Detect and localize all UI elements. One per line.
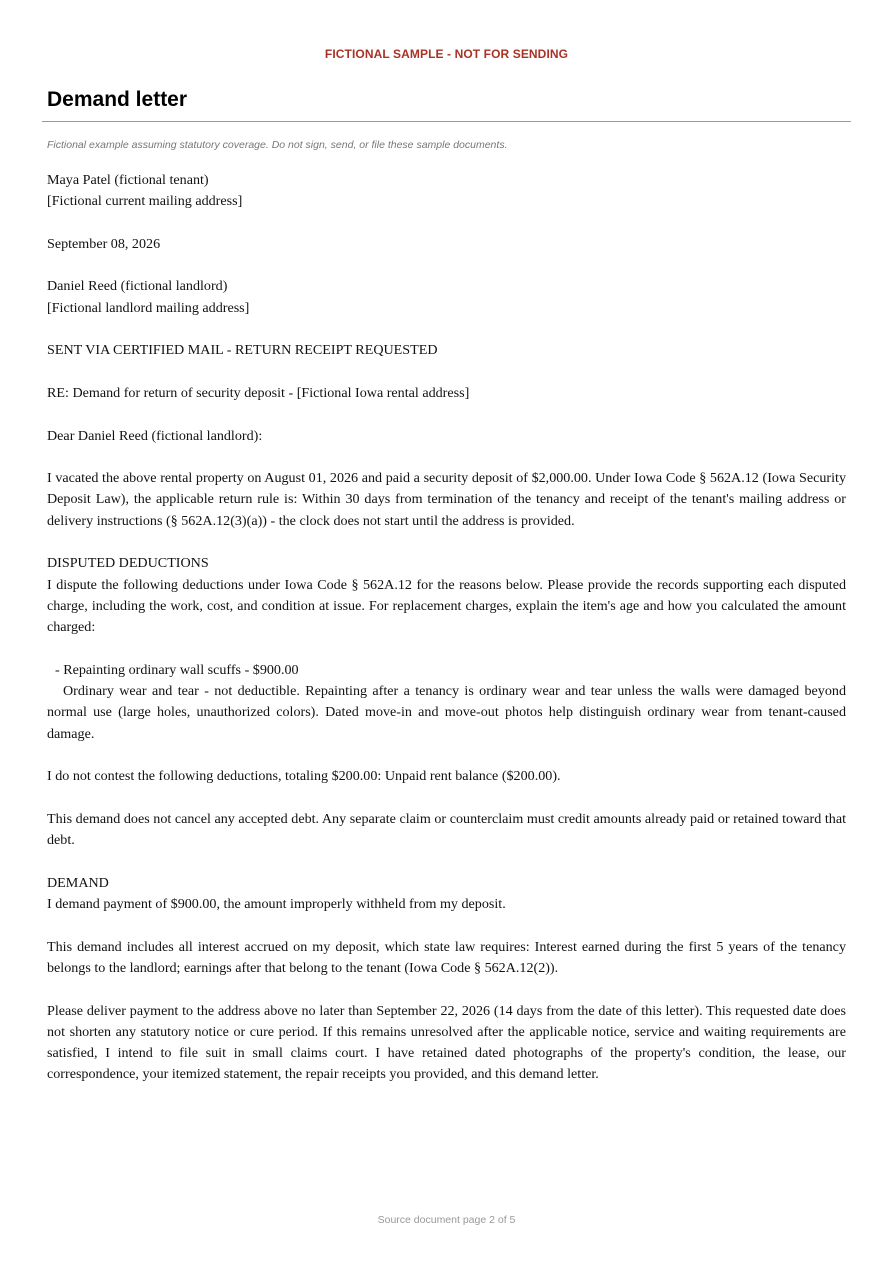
letter-date: September 08, 2026 [47,235,161,252]
sender-address: [Fictional current mailing address] [47,193,243,210]
sender-name: Maya Patel (fictional tenant) [47,172,209,188]
page-footer: Source document page 2 of 5 [377,1214,516,1226]
debt-note: This demand does not cancel any accepted debt. Any separate claim or counterclaim must credit amounts already paid or retained toward that debt. [47,810,846,849]
title-divider [42,121,851,122]
demand-heading: DEMAND [47,874,109,891]
salutation: Dear Daniel Reed (fictional landlord): [47,427,263,444]
disclaimer-note: Fictional example assuming statutory coverage. Do not sign, send, or file these sample documents. [47,139,508,151]
recipient-name: Daniel Reed (fictional landlord) [47,278,228,295]
disputed-intro: I dispute the following deductions under Iowa Code § 562A.12 for the reasons below. Please provide the records supporting each disputed charge, including the work, cost, and condition at issue. For replacement charges, explain the item's age and how you calculated the amount charged: [47,576,846,636]
disputed-heading: DISPUTED DEDUCTIONS [47,555,209,572]
sample-banner: FICTIONAL SAMPLE - NOT FOR SENDING [324,47,569,61]
disputed-item [47,660,846,745]
recipient-address: [Fictional landlord mailing address] [47,299,250,316]
intro-paragraph: I vacated the above rental property on August 01, 2026 and paid a security deposit of $2,000.00. Under Iowa Code § 562A.12 (Iowa Security Deposit Law), the applicable return rule is: Within 30 days from termination of the tenancy and receipt of the tenant's mailing address or delivery instructions (§ 562A.12(3)(a)) - the clock does not start until the address is provided. [47,470,846,529]
letter-body [47,170,846,1086]
disputed-item-reason: Ordinary wear and tear - not deductible. Repainting after a tenancy is ordinary wear and tear unless the walls were damaged beyond normal use (large holes, unauthorized colors). Dated move-in and move-out photos help distinguish ordinary wear from tenant-caused damage. [47,683,846,742]
subject-line: RE: Demand for return of security deposit - [Fictional Iowa rental address] [47,384,470,401]
closing-paragraph: Please deliver payment to the address above no later than September 22, 2026 (14 days from the date of this letter). This requested date does not shorten any statutory notice or cure period. If this remains unresolved after the applicable notice, service and waiting requirements are satisfied, I intend to file suit in small claims court. I have retained dated photographs of the property's condition, the lease, our correspondence, your itemized statement, the repair receipts you provided, and this demand letter. [47,1002,846,1083]
demand-text: I demand payment of $900.00, the amount improperly withheld from my deposit. [47,896,506,913]
disputed-item-line: - Repainting ordinary wall scuffs - $900.00 [55,661,299,678]
uncontested-deductions: I do not contest the following deductions, totaling $200.00: Unpaid rent balance ($200.00). [47,768,561,785]
page-title: Demand letter [47,88,188,111]
interest-note: This demand includes all interest accrued on my deposit, which state law requires: Interest earned during the first 5 years of the tenancy belongs to the landlord; earnings after that belong to the tenant (Iowa Code § 562A.12(2)). [47,938,846,976]
delivery-method: SENT VIA CERTIFIED MAIL - RETURN RECEIPT REQUESTED [47,342,438,359]
